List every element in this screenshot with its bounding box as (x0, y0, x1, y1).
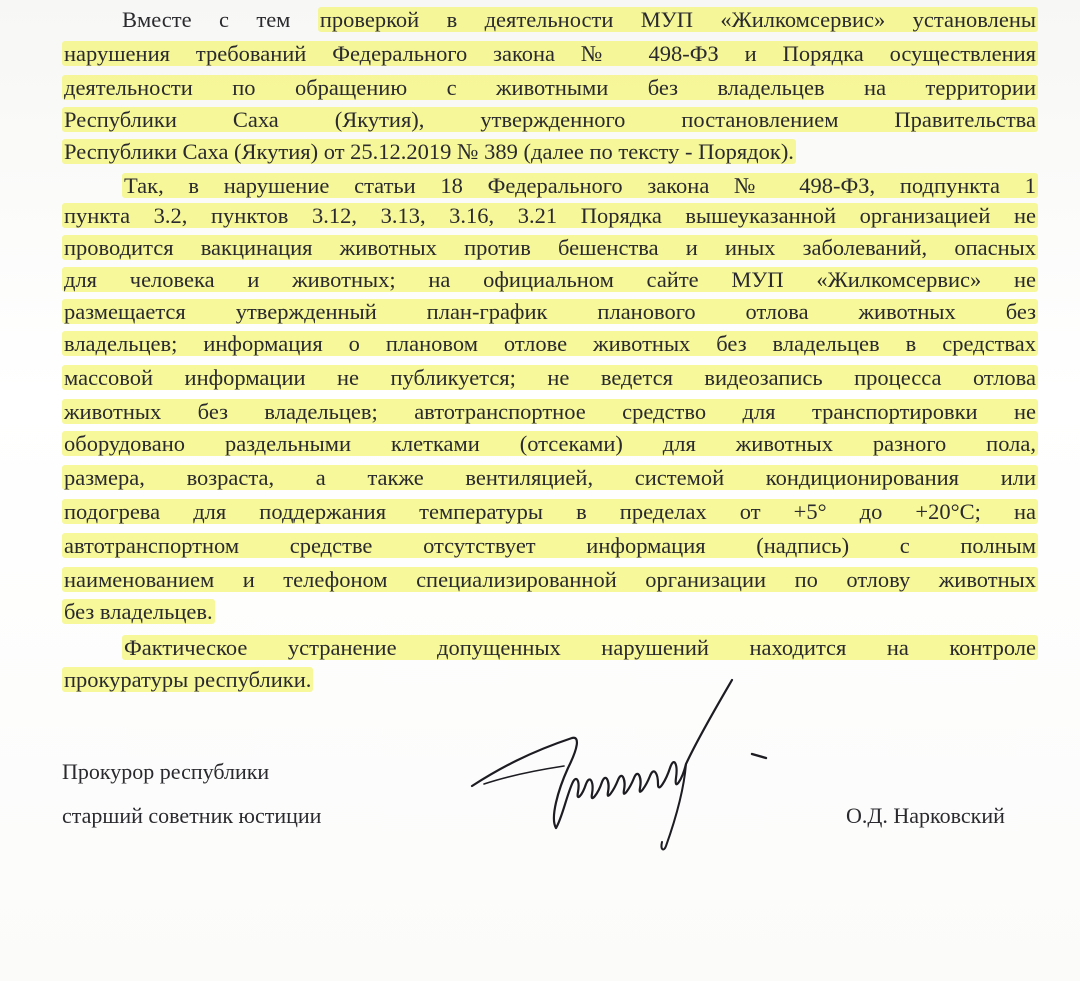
paragraph-2-line-10 (62, 462, 1038, 494)
highlighted-text: Так, в нарушение статьи 18 Федерального закона № 498-ФЗ, подпункта 1 (124, 173, 1036, 198)
highlighted-text: Республики Саха (Якутия) от 25.12.2019 № 389 (далее по тексту - Порядок). (64, 139, 794, 164)
highlighted-text: без владельцев. (64, 599, 213, 624)
paragraph-2-line-9 (62, 428, 1038, 460)
paragraph-1-line-1-plain: Вместе с тем (122, 7, 318, 32)
highlighted-text: Фактическое устранение допущенных нарушений находится на контроле (124, 635, 1036, 660)
highlighted-text: массовой информации не публикуется; не ведется видеозапись процесса отлова (64, 365, 1036, 390)
paragraph-2-line-1 (122, 170, 1038, 202)
paragraph-2-line-11 (62, 496, 1038, 528)
paragraph-2-line-8 (62, 396, 1038, 428)
highlighted-text: деятельности по обращению с животными без владельцев на территории (64, 75, 1036, 100)
paragraph-2-line-12 (62, 530, 1038, 562)
paragraph-1-line-1 (122, 4, 1038, 36)
paragraph-1-line-4 (62, 104, 1038, 136)
highlighted-text: автотранспортном средстве отсутствует информация (надпись) с полным (64, 533, 1036, 558)
highlighted-text: размещается утвержденный план-график планового отлова животных без (64, 299, 1036, 324)
highlighted-text: оборудовано раздельными клетками (отсеками) для животных разного пола, (64, 431, 1036, 456)
highlighted-text: размера, возраста, а также вентиляцией, системой кондиционирования или (64, 465, 1036, 490)
highlighted-text: владельцев; информация о плановом отлове животных без владельцев в средствах (64, 331, 1036, 356)
highlighted-text: наименованием и телефоном специализированной организации по отлову животных (64, 567, 1036, 592)
paragraph-2-line-5 (62, 296, 1038, 328)
highlighted-text: нарушения требований Федерального закона № 498-ФЗ и Порядка осуществления (64, 41, 1036, 66)
paragraph-2-line-14 (62, 596, 1038, 628)
paragraph-2-line-3 (62, 232, 1038, 264)
highlighted-text: прокуратуры республики. (64, 667, 312, 692)
signer-rank: старший советник юстиции (62, 803, 322, 828)
signer-name: О.Д. Нарковский (846, 803, 1005, 828)
paragraph-2-line-4 (62, 264, 1038, 296)
signer-position-title: Прокурор республики (62, 759, 270, 784)
paragraph-1-line-5 (62, 136, 1038, 168)
highlighted-text: подогрева для поддержания температуры в пределах от +5° до +20°С; на (64, 499, 1036, 524)
highlighted-text: Республики Саха (Якутия), утвержденного постановлением Правительства (64, 107, 1036, 132)
handwritten-signature (460, 668, 790, 878)
paragraph-3-line-1 (122, 632, 1038, 664)
highlighted-text: животных без владельцев; автотранспортное средство для транспортировки не (64, 399, 1036, 424)
paragraph-2-line-7 (62, 362, 1038, 394)
paragraph-1-line-2 (62, 38, 1038, 70)
paragraph-1-line-1-highlighted: проверкой в деятельности МУП «Жилкомсервис» установлены (319, 7, 1036, 32)
highlighted-text: для человека и животных; на официальном сайте МУП «Жилкомсервис» не (64, 267, 1036, 292)
paragraph-2-line-13 (62, 564, 1038, 596)
paragraph-2-line-6 (62, 328, 1038, 360)
paragraph-2-line-2 (62, 200, 1038, 232)
highlighted-text: пункта 3.2, пунктов 3.12, 3.13, 3.16, 3.21 Порядка вышеуказанной организацией не (64, 203, 1036, 228)
paragraph-1-line-3 (62, 72, 1038, 104)
highlighted-text: проводится вакцинация животных против бешенства и иных заболеваний, опасных (64, 235, 1036, 260)
